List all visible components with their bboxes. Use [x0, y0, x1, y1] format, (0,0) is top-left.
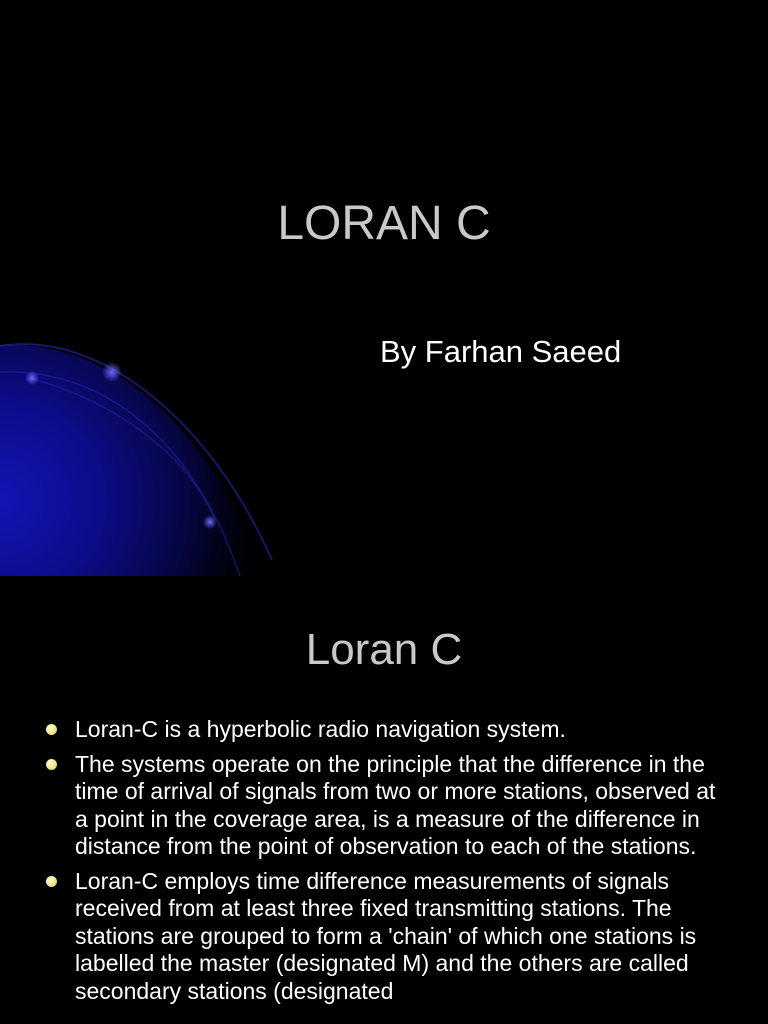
bullet-text: Loran-C is a hyperbolic radio navigation system. [75, 716, 566, 742]
slide-subtitle-author: By Farhan Saeed [380, 334, 622, 369]
bullet-text: Loran-C employs time difference measurements of signals received from at least three fixed transmitting stations. The stations are grouped to form a 'chain' of which one stations is labelled the master (designated M) and the others are called secondary stations (designated [75, 867, 697, 1004]
bullet-icon [46, 876, 57, 887]
list-item [0, 868, 768, 1006]
bullet-icon [46, 724, 57, 735]
bullet-list [0, 716, 768, 1012]
list-item [0, 716, 768, 744]
slide-title: Loran C [305, 625, 463, 674]
content-slide [0, 576, 768, 1024]
bullet-icon [46, 759, 57, 770]
list-item [0, 751, 768, 861]
bullet-text: The systems operate on the principle that the difference in the time of arrival of signals from two or more stations, observed at a point in the coverage area, is a measure of the difference in distance from the point of observation to each of the stations. [75, 750, 716, 859]
slide-title: LORAN C [277, 197, 491, 250]
